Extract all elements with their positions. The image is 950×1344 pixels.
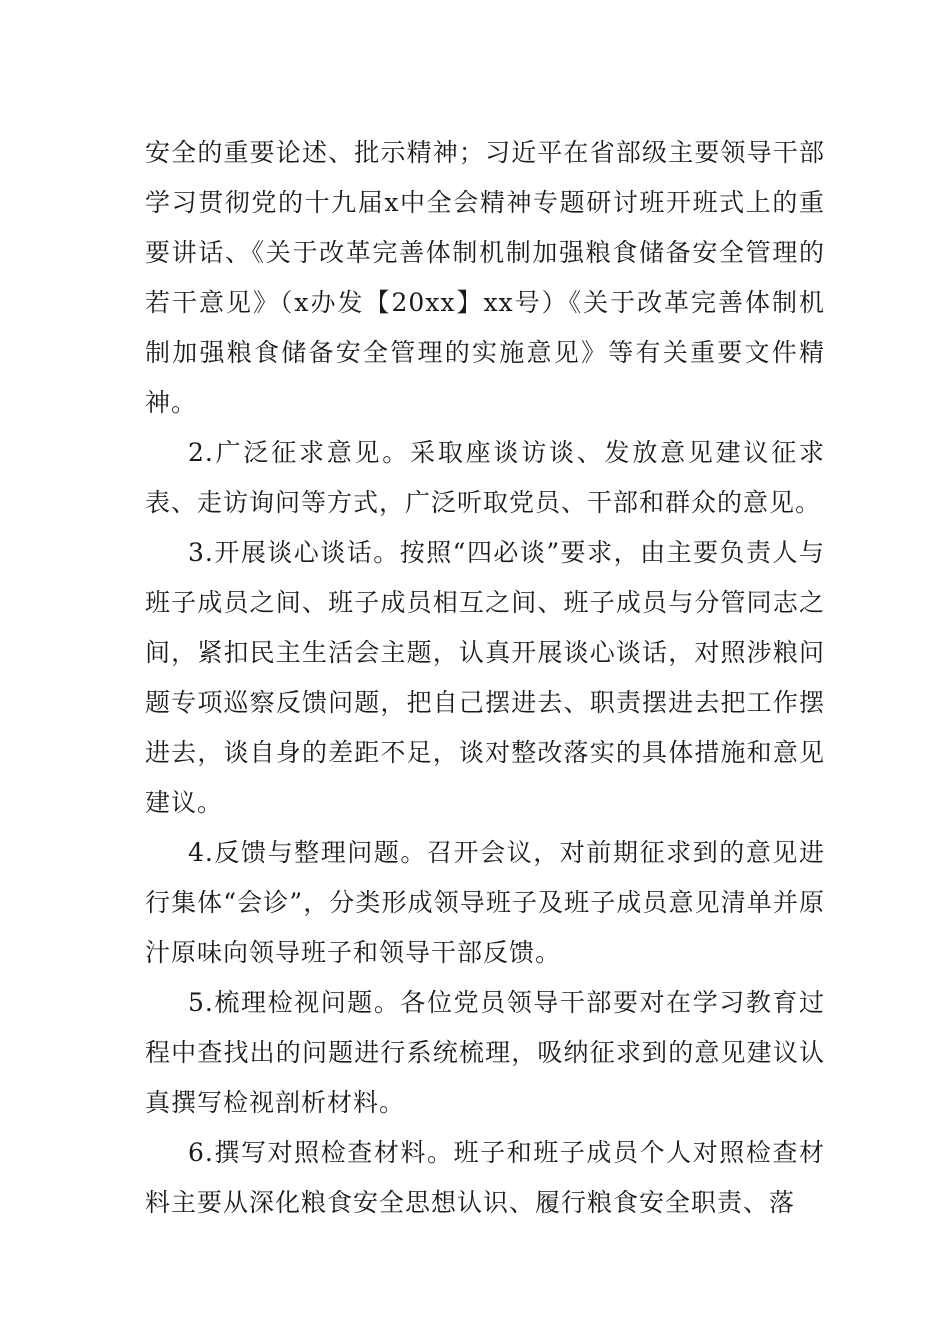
paragraph-item-6: 6.撰写对照检查材料。班子和班子成员个人对照检查材料主要从深化粮食安全思想认识、履行粮食安全职责、落 bbox=[145, 1138, 825, 1217]
paragraph-item-3: 3.开展谈心谈话。按照“四必谈”要求，由主要负责人与班子成员之间、班子成员相互之间、班子成员与分管同志之间，紧扣民主生活会主题，认真开展谈心谈话，对照涉粮问题专项巡察反馈问题，把自己摆进去、职责摆进去把工作摆进去，谈自身的差距不足，谈对整改落实的具体措施和意见建议。 bbox=[145, 538, 825, 817]
paragraph-item-5: 5.梳理检视问题。各位党员领导干部要对在学习教育过程中查找出的问题进行系统梳理，吸纳征求到的意见建议认真撰写检视剖析材料。 bbox=[145, 988, 825, 1117]
paragraph-intro-continuation: 安全的重要论述、批示精神；习近平在省部级主要领导干部学习贯彻党的十九届x中全会精神专题研讨班开班式上的重要讲话、《关于改革完善体制机制加强粮食储备安全管理的若干意见》（x办发【20xx】xx号）《关于改革完善体制机制加强粮食储备安全管理的实施意见》等有关重要文件精神。 bbox=[145, 138, 825, 417]
paragraph-item-2: 2.广泛征求意见。采取座谈访谈、发放意见建议征求表、走访询问等方式，广泛听取党员、干部和群众的意见。 bbox=[145, 438, 825, 517]
paragraph-item-4: 4.反馈与整理问题。召开会议，对前期征求到的意见进行集体“会诊”，分类形成领导班子及班子成员意见清单并原汁原味向领导班子和领导干部反馈。 bbox=[145, 838, 825, 967]
document-body bbox=[145, 128, 825, 1228]
